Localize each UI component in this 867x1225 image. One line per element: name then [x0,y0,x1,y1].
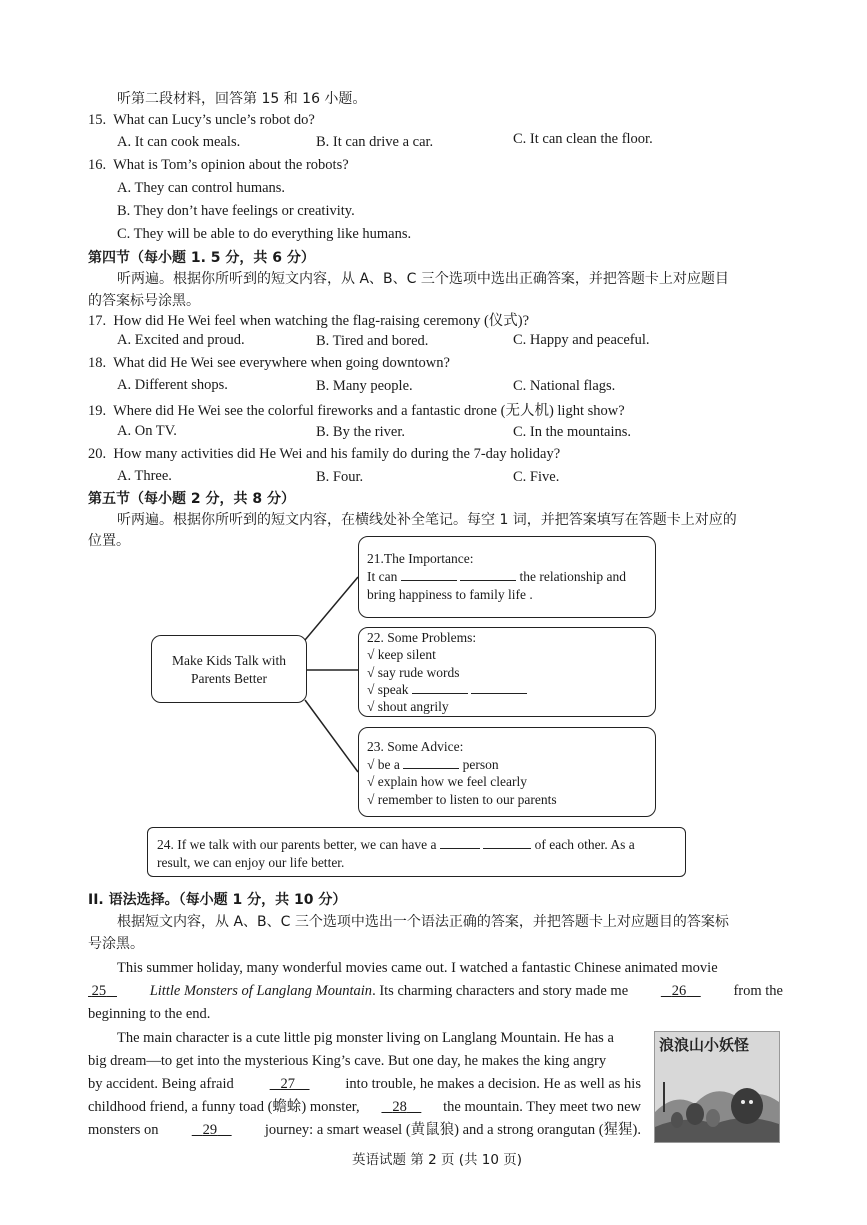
list-item: √ say rude words [367,665,460,680]
answer-blank [471,693,527,694]
box-line: result, we can enjoy our life better. [157,855,345,870]
box-line: 24. If we talk with our parents better, we can have a of each other. As a [157,837,635,852]
page-footer: 英语试题 第 2 页 (共 10 页) [352,1152,523,1168]
option-a: A. Different shops. [117,377,228,393]
section-4-instructions-cont: 的答案标号涂黑。 [88,293,200,309]
mindmap-box-summary [147,827,686,877]
section-5-title: 第五节（每小题 2 分，共 8 分） [88,491,295,507]
blank-29: 29 [202,1122,218,1138]
question-text: What can Lucy’s uncle’s robot do? [113,112,315,128]
option-b: B. Tired and bored. [316,333,429,349]
section-5-instructions-cont: 位置。 [88,533,130,549]
list-item: √ explain how we feel clearly [367,774,527,789]
question-text: How did He Wei feel when watching the flag-raising ceremony (仪式)? [113,313,530,329]
question-number: 17. [88,313,107,329]
passage-line: The main character is a cute little pig monster living on Langlang Mountain. He has a [117,1030,614,1046]
mindmap-box-advice [358,727,656,817]
option-b: B. By the river. [316,424,406,440]
center-line-2: Parents Better [190,671,268,686]
option-c: C. Five. [513,469,560,485]
list-item: √ be a person [367,757,499,772]
option-b: B. Many people. [316,378,413,394]
answer-blank [412,693,468,694]
passage-line: 25 Little Monsters of Langlang Mountain. Its charming characters and story made me 26 from the [88,980,783,1003]
movie-poster-image [654,1031,780,1143]
mindmap-box-importance [358,536,656,618]
question-number: 19. [88,403,107,419]
grammar-instructions-cont: 号涂黑。 [88,936,144,952]
option-c: C. It can clean the floor. [513,131,653,147]
box-title: 22. Some Problems: [367,630,477,645]
list-item: √ remember to listen to our parents [367,792,557,807]
question-number: 16. [88,157,107,173]
section-4-title: 第四节（每小题 1. 5 分，共 6 分） [88,250,315,266]
passage-line: by accident. Being afraid 27 into trouble, he makes a decision. He as well as his [88,1073,641,1096]
option-b: B. It can drive a car. [316,134,434,150]
passage-line: beginning to the end. [88,1006,211,1022]
question-number: 18. [88,355,107,371]
box-title: 23. Some Advice: [367,739,464,754]
passage-line: childhood friend, a funny toad (蟾蜍) monster, 28 the mountain. They meet two new [88,1096,641,1119]
mindmap-center-box [151,635,307,703]
answer-blank [403,768,459,769]
grammar-instructions: 根据短文内容，从 A、B、C 三个选项中选出一个语法正确的答案，并把答题卡上对应题目的答案标 [117,914,729,930]
center-line-1: Make Kids Talk with [172,653,286,668]
list-item: √ shout angrily [367,699,449,714]
passage-line: This summer holiday, many wonderful movies came out. I watched a fantastic Chinese animated movie [117,960,718,976]
answer-blank [460,580,516,581]
passage-paragraph-1 [88,957,783,1026]
list-item: √ keep silent [367,647,436,662]
section-4-instructions: 听两遍。根据你所听到的短文内容，从 A、B、C 三个选项中选出正确答案，并把答题卡上对应题目 [117,271,729,287]
question-number: 20. [88,446,107,462]
question-text: What did He Wei see everywhere when going downtown? [113,355,450,371]
mindmap-box-problems [358,627,656,717]
box-title: 21.The Importance: [367,551,474,566]
option-b: B. They don’t have feelings or creativity. [117,203,355,219]
poster-title: 浪浪山小妖怪 [659,1036,750,1054]
option-b: B. Four. [316,469,364,485]
option-c: C. National flags. [513,378,616,394]
option-c: C. Happy and peaceful. [513,332,650,348]
box-line: bring happiness to family life . [367,587,533,602]
option-a: A. Three. [117,468,172,484]
question-number: 15. [88,112,107,128]
answer-blank [401,580,457,581]
blank-27: 27 [280,1076,296,1092]
blank-25: 25 [91,983,107,999]
list-item: √ speak [367,682,527,698]
option-a: A. On TV. [117,423,177,439]
answer-blank [483,848,531,849]
blank-28: 28 [392,1099,407,1115]
answer-blank [440,848,480,849]
option-a: A. They can control humans. [117,180,286,196]
movie-title: Little Monsters of Langlang Mountain [149,983,373,999]
blank-26: 26 [671,983,687,999]
passage-paragraph-2 [88,1027,641,1142]
passage-line: big dream—to get into the mysterious King’s cave. But one day, he makes the king angry [88,1053,607,1069]
grammar-title: II. 语法选择。（每小题 1 分，共 10 分） [88,892,347,908]
question-text: Where did He Wei see the colorful fireworks and a fantastic drone (无人机) light show? [113,403,625,419]
option-c: C. They will be able to do everything like humans. [117,226,412,242]
option-c: C. In the mountains. [513,424,632,440]
option-a: A. Excited and proud. [117,332,245,348]
section-intro: 听第二段材料，回答第 15 和 16 小题。 [117,91,367,107]
question-text: How many activities did He Wei and his family do during the 7-day holiday? [113,446,561,462]
section-5-instructions: 听两遍。根据你所听到的短文内容，在横线处补全笔记。每空 1 词，并把答案填写在答题卡上对应的 [117,512,737,528]
question-text: What is Tom’s opinion about the robots? [113,157,349,173]
box-line: It can the relationship and [367,569,626,584]
passage-line: monsters on 29 journey: a smart weasel (黄鼠狼) and a strong orangutan (猩猩). [88,1119,641,1142]
option-a: A. It can cook meals. [117,134,241,150]
